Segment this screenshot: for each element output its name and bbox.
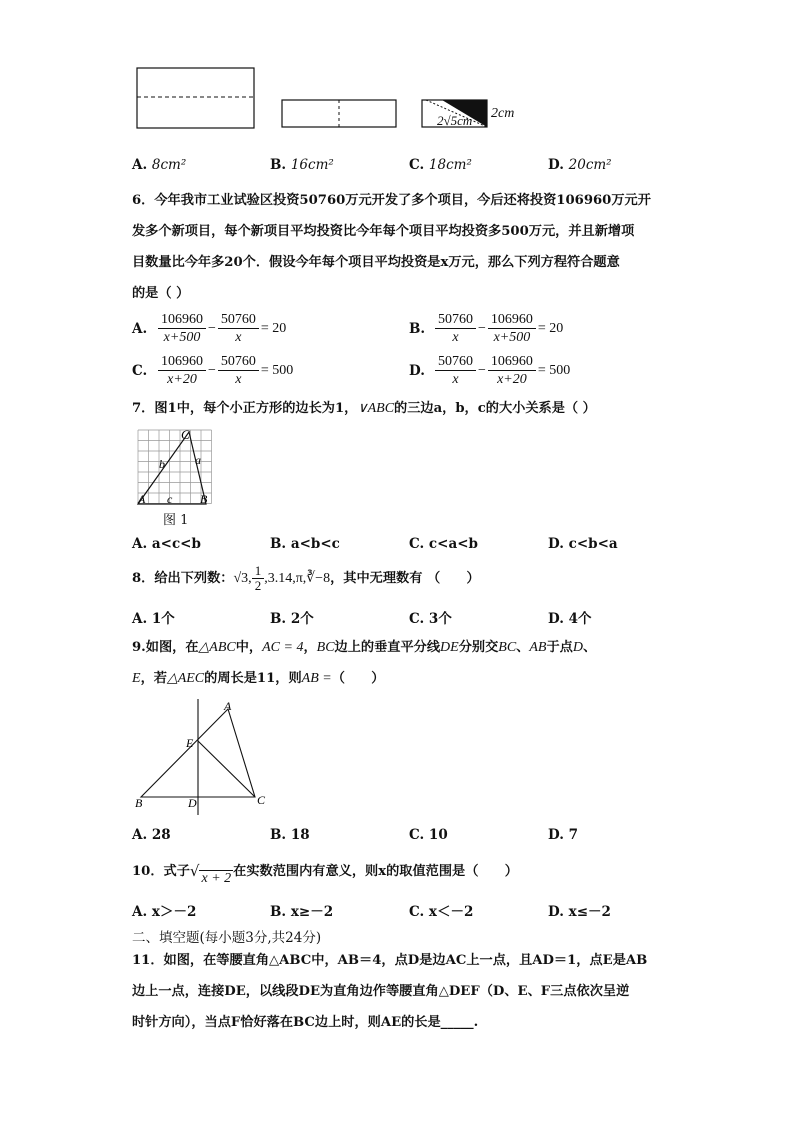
q7-option-b[interactable] — [270, 536, 340, 552]
option-value: x＞－2 — [151, 904, 197, 920]
vertex-c: C — [257, 793, 266, 807]
text: 于点 — [546, 640, 573, 655]
q10-option-a[interactable] — [132, 900, 196, 920]
q9-figure — [130, 696, 280, 822]
minus-sign: − — [208, 320, 216, 336]
math: BC — [316, 640, 335, 655]
option-value: 7 — [568, 827, 579, 843]
math: AB = — [301, 671, 332, 686]
q5-figure — [130, 62, 530, 142]
q7-grid-figure — [136, 428, 216, 512]
option-label: D. — [548, 157, 564, 173]
text: ，若 — [140, 671, 167, 686]
option-value: x≤－2 — [568, 904, 611, 920]
sqrt-expression — [190, 856, 233, 887]
q10-option-d[interactable] — [548, 900, 611, 920]
math: AC = 4 — [262, 640, 304, 655]
option-label: C. — [409, 536, 425, 552]
option-value: 4个 — [568, 611, 592, 627]
q9-option-c[interactable] — [409, 827, 448, 843]
vertex-a: A — [138, 492, 146, 506]
rhs: = 20 — [537, 320, 564, 336]
q7-triangle: ∨ABC — [357, 401, 395, 416]
option-label: C. — [409, 611, 425, 627]
q8-option-a[interactable] — [132, 607, 175, 627]
q6-option-b[interactable] — [409, 311, 565, 346]
fraction — [218, 311, 259, 346]
vertex-b: B — [135, 796, 143, 810]
q6-option-a[interactable] — [132, 311, 288, 346]
q7-stem-a: 7．图1中，每个小正方形的边长为1， — [132, 401, 358, 416]
q9-option-d[interactable] — [548, 827, 578, 843]
q8-stem-a: 8．给出下列数： — [132, 571, 234, 586]
numerator: 106960 — [158, 353, 206, 371]
option-label: B. — [270, 536, 287, 552]
option-value: 1个 — [151, 611, 175, 627]
minus-sign: − — [478, 362, 486, 378]
q8-option-d[interactable] — [548, 607, 592, 627]
side-c: c — [167, 492, 173, 506]
text: ， — [303, 640, 317, 655]
fraction — [488, 311, 536, 346]
option-label: B. — [270, 904, 287, 920]
section-title: 二、填空题(每小题3分,共24分) — [132, 930, 322, 946]
q9-figure-svg — [130, 696, 280, 818]
math: AB — [529, 640, 547, 655]
text: 的周长是11，则 — [204, 671, 302, 686]
option-label: C. — [132, 362, 148, 379]
numerator: 1 — [252, 564, 265, 579]
q8-stem — [132, 563, 672, 594]
q11-stem — [132, 945, 677, 1038]
option-value: c<b<a — [568, 536, 618, 552]
option-label: B. — [270, 157, 287, 173]
q10-option-b[interactable] — [270, 900, 333, 920]
q6-line-3: 目数量比今年多20个．假设今年每个项目平均投资是x万元，那么下列方程符合题意 — [132, 255, 620, 270]
q10-stem — [132, 856, 672, 887]
fraction — [158, 353, 206, 388]
vertex-a: A — [224, 699, 232, 713]
text: 9.如图，在 — [132, 640, 199, 655]
q8-list-a: √3, — [233, 571, 252, 586]
math: E — [132, 671, 141, 686]
option-value: 8cm² — [151, 157, 187, 173]
fraction — [218, 353, 259, 388]
option-value: 28 — [151, 827, 171, 843]
text: 、 — [582, 640, 597, 655]
q10-stem-b: 在实数范围内有意义，则x的取值范围是（ ） — [233, 864, 518, 879]
option-value: 18cm² — [428, 157, 472, 173]
option-label: D. — [548, 611, 564, 627]
fraction — [435, 353, 476, 388]
option-label: C. — [409, 157, 425, 173]
q5-fig-2cm-label: 2cm — [491, 106, 515, 121]
q6-option-c[interactable] — [132, 353, 295, 388]
denominator: x+20 — [497, 372, 527, 387]
option-value: 20cm² — [568, 157, 612, 173]
q8-option-c[interactable] — [409, 607, 452, 627]
q5-option-a[interactable] — [132, 157, 186, 173]
numerator: 50760 — [218, 311, 259, 329]
q8-option-b[interactable] — [270, 607, 314, 627]
option-label: D. — [409, 362, 425, 379]
option-label: D. — [548, 904, 564, 920]
option-value: x≥－2 — [290, 904, 334, 920]
option-value: x＜－2 — [428, 904, 474, 920]
rhs: = 500 — [537, 362, 571, 378]
q8-stem-b: ，其中无理数有 （ ） — [330, 571, 480, 586]
option-label: A. — [132, 157, 148, 173]
option-value: c<a<b — [428, 536, 478, 552]
q7-option-c[interactable] — [409, 536, 478, 552]
q5-fig-sqrt-label: 2√5cm — [437, 113, 473, 128]
fraction — [488, 353, 536, 388]
option-value: 18 — [290, 827, 310, 843]
option-label: B. — [409, 320, 426, 337]
q6-stem — [132, 185, 672, 309]
q9-option-b[interactable] — [270, 827, 310, 843]
vertex-b: B — [200, 492, 208, 506]
numerator: 50760 — [435, 311, 476, 329]
option-label: D. — [548, 536, 564, 552]
option-label: B. — [270, 827, 287, 843]
option-value: 16cm² — [290, 157, 334, 173]
rhs: = 20 — [260, 320, 287, 336]
option-label: A. — [132, 827, 148, 843]
option-label: A. — [132, 611, 148, 627]
fraction-one-half — [252, 564, 265, 593]
math: DE — [440, 640, 459, 655]
option-value: a<b<c — [290, 536, 340, 552]
numerator: 106960 — [488, 353, 536, 371]
denominator: 2 — [254, 578, 262, 593]
q7-figure-caption: 图 1 — [163, 513, 189, 528]
q6-line-1: 6．今年我市工业试验区投资50760万元开发了多个项目，今后还将投资106960万元开 — [132, 193, 651, 208]
q6-line-4: 的是（ ） — [132, 286, 190, 301]
q9-stem — [132, 632, 677, 694]
text: 、 — [516, 640, 530, 655]
denominator: x+20 — [167, 372, 197, 387]
denominator: x — [235, 330, 242, 345]
numerator: 50760 — [435, 353, 476, 371]
vertex-c: C — [181, 428, 190, 442]
option-label: A. — [132, 536, 148, 552]
q5-option-b[interactable] — [270, 157, 334, 173]
q10-option-c[interactable] — [409, 900, 473, 920]
numerator: 106960 — [488, 311, 536, 329]
side-a: a — [195, 453, 201, 467]
option-label: A. — [132, 320, 148, 337]
denominator: x+500 — [493, 330, 531, 345]
option-label: C. — [409, 904, 425, 920]
denominator: x+500 — [163, 330, 201, 345]
q7-option-a[interactable] — [132, 536, 201, 552]
point-d: D — [188, 796, 197, 810]
math: D — [572, 640, 583, 655]
rhs: = 500 — [260, 362, 294, 378]
radical-sign: √ — [189, 862, 200, 880]
option-value: 3个 — [428, 611, 452, 627]
text: 边上的垂直平分线 — [334, 640, 441, 655]
q11-line-3: 时针方向），当点F恰好落在BC边上时，则AE的长是_____. — [132, 1015, 479, 1030]
denominator: x — [452, 372, 459, 387]
fraction — [435, 311, 476, 346]
q7-stem-b: 的三边a，b，c的大小关系是（ ） — [394, 401, 596, 416]
q9-line-1 — [132, 632, 677, 663]
q5-figure-svg — [130, 62, 530, 142]
text: 分别交 — [458, 640, 499, 655]
option-value: 2个 — [290, 611, 314, 627]
math: △AEC — [166, 671, 205, 686]
q5-option-c[interactable] — [409, 157, 472, 173]
q9-option-a[interactable] — [132, 827, 171, 843]
q11-line-1: 11．如图，在等腰直角△ABC中，AB＝4，点D是边AC上一点，且AD＝1，点E是AB — [132, 953, 648, 968]
option-value: a<c<b — [151, 536, 201, 552]
q6-line-2: 发多个新项目，每个新项目平均投资比今年每个项目平均投资多500万元，并且新增项 — [132, 224, 635, 239]
point-e: E — [186, 736, 194, 750]
math: △ABC — [198, 640, 236, 655]
text: 中， — [235, 640, 263, 655]
option-label: A. — [132, 904, 148, 920]
denominator: x — [235, 372, 242, 387]
numerator: 50760 — [218, 353, 259, 371]
minus-sign: − — [208, 362, 216, 378]
side-b: b — [159, 457, 165, 471]
math: BC — [498, 640, 517, 655]
option-label: C. — [409, 827, 425, 843]
radicand: x + 2 — [201, 871, 232, 886]
fraction — [158, 311, 206, 346]
q11-line-2: 边上一点，连接DE，以线段DE为直角边作等腰直角△DEF（D、E、F三点依次呈逆 — [132, 984, 630, 999]
denominator: x — [452, 330, 459, 345]
text: （ ） — [331, 671, 385, 686]
fig-rect-1 — [137, 68, 254, 128]
q7-grid-svg — [136, 428, 216, 508]
option-label: B. — [270, 611, 287, 627]
numerator: 106960 — [158, 311, 206, 329]
minus-sign: − — [478, 320, 486, 336]
option-label: D. — [548, 827, 564, 843]
q9-line-2 — [132, 663, 677, 694]
q7-option-d[interactable] — [548, 536, 618, 552]
q8-list-b: ,3.14,π,∛−8 — [264, 571, 331, 586]
option-value: 10 — [428, 827, 448, 843]
q5-option-d[interactable] — [548, 157, 612, 173]
q6-option-d[interactable] — [409, 353, 572, 388]
q10-stem-a: 10．式子 — [132, 864, 190, 879]
q7-stem — [132, 393, 672, 424]
